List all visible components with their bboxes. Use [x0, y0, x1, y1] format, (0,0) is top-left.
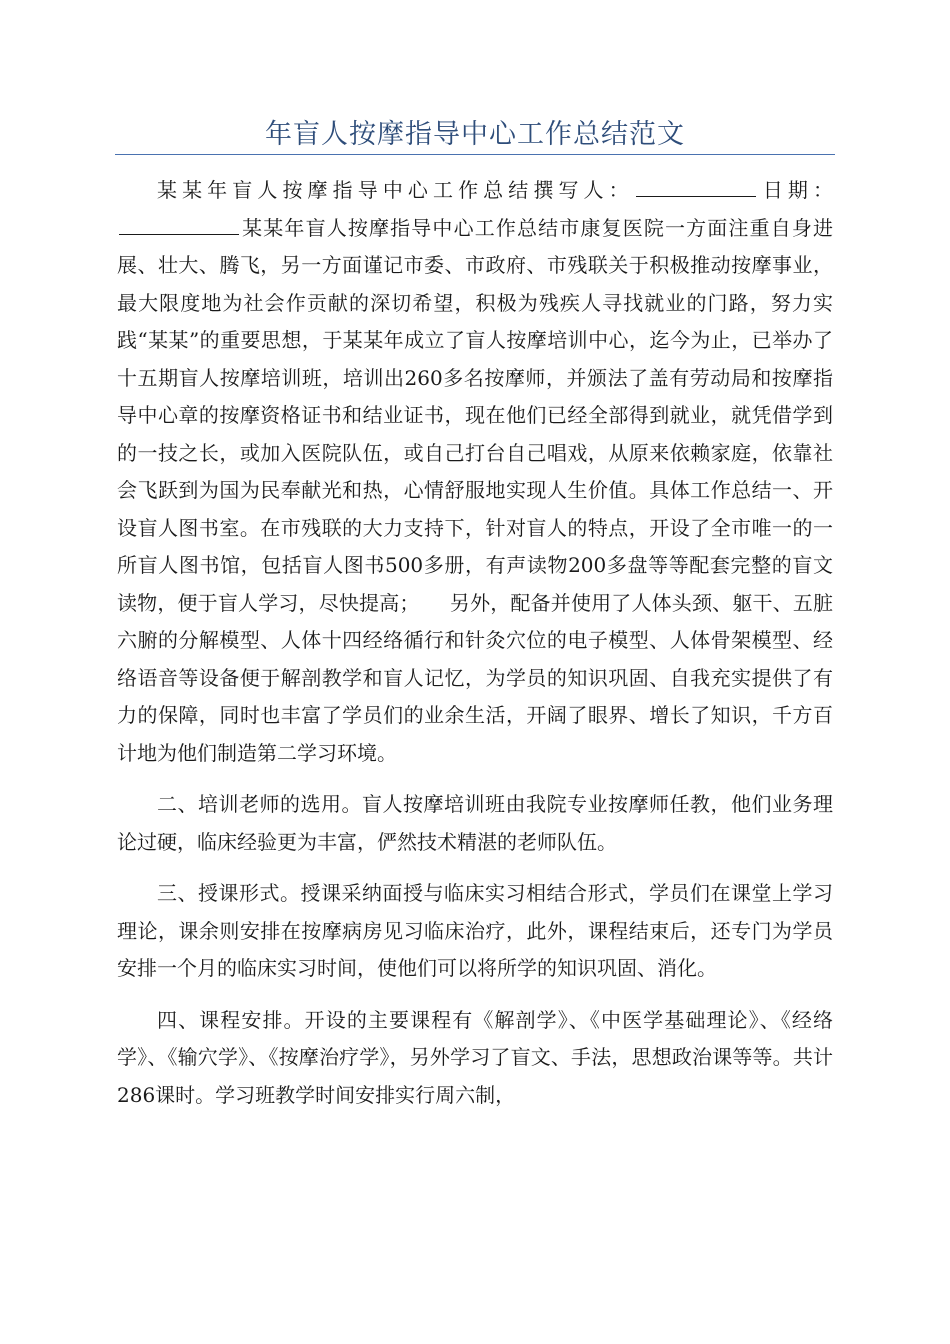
date-blank — [119, 212, 239, 235]
paragraph-2: 二、培训老师的选用。盲人按摩培训班由我院专业按摩师任教，他们业务理论过硬，临床经验更为丰富，俨然技术精湛的老师队伍。 — [117, 792, 833, 854]
paragraph-3: 三、授课形式。授课采纳面授与临床实习相结合形式，学员们在课堂上学习理论，课余则安排在按摩病房见习临床治疗，此外，课程结束后，还专门为学员安排一个月的临床实习时间，使他们可以将所学的知识巩固、消化。 — [117, 881, 833, 980]
document-body — [117, 172, 833, 1114]
author-label: 某某年盲人按摩指导中心工作总结撰写人： — [157, 178, 634, 202]
author-blank — [636, 174, 756, 197]
title-underline — [115, 154, 835, 155]
intro-text: 某某年盲人按摩指导中心工作总结市康复医院一方面注重自身进展、壮大、腾飞，另一方面谨记市委、市政府、市残联关于积极推动按摩事业，最大限度地为社会作贡献的深切希望，积极为残疾人寻找就业的门路，努力实践“某某”的重要思想，于某某年成立了盲人按摩培训中心，迄今为止，已举办了十五期盲人按摩培训班，培训出260多名按摩师，并颁法了盖有劳动局和按摩指导中心章的按摩资格证书和结业证书，现在他们已经全部得到就业，就凭借学到的一技之长，或加入医院队伍，或自己打台自己唱戏，从原来依赖家庭，依靠社会飞跃到为国为民奉献光和热，心情舒服地实现人生价值。具体工作总结一、开设盲人图书室。在市残联的大力支持下，针对盲人的特点，开设了全市唯一的一所盲人图书馆，包括盲人图书500多册，有声读物200多盘等等配套完整的盲文读物，便于盲人学习，尽快提高； 另外，配备并使用了人体头颈、躯干、五脏六腑的分解模型、人体十四经络循行和针灸穴位的电子模型、人体骨架模型、经络语音等设备便于解剖教学和盲人记忆，为学员的知识巩固、自我充实提供了有力的保障，同时也丰富了学员们的业余生活，开阔了眼界、增长了知识，千方百计地为他们制造第二学习环境。 — [117, 215, 833, 765]
date-label: 日期： — [757, 178, 834, 202]
document-title: 年盲人按摩指导中心工作总结范文 — [265, 119, 685, 150]
paragraph-4: 四、课程安排。开设的主要课程有《解剖学》、《中医学基础理论》、《经络学》、《输穴学》、《按摩治疗学》，另外学习了盲文、手法，思想政治课等等。共计286课时。学习班教学时间安排实行周六制， — [117, 1007, 833, 1107]
intro-paragraph — [117, 172, 833, 772]
